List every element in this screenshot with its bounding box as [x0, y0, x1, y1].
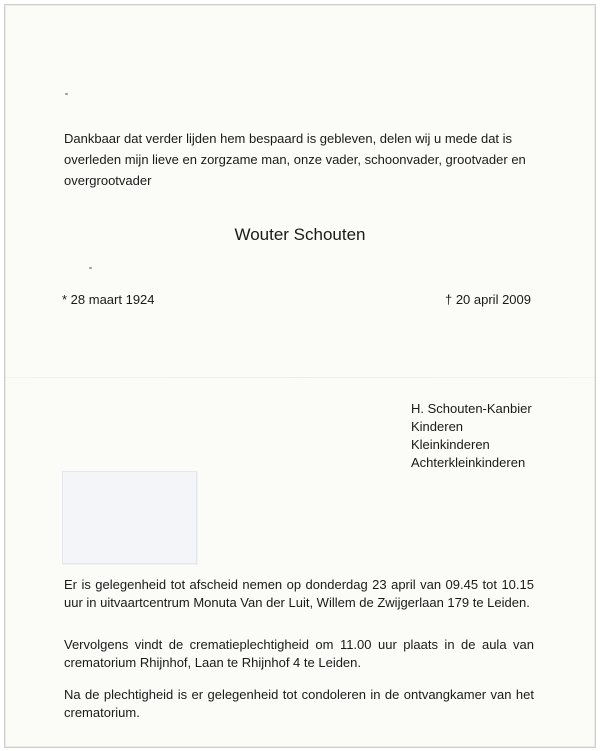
signer-great-grandchildren: Achterkleinkinderen	[411, 455, 526, 470]
birth-date: * 28 maart 1924	[62, 292, 155, 307]
deceased-name: Wouter Schouten	[234, 225, 366, 244]
paper-speck	[65, 93, 68, 95]
death-date: † 20 april 2009	[444, 292, 531, 307]
redacted-address-label	[62, 471, 197, 564]
signer-grandchildren: Kleinkinderen	[411, 437, 490, 452]
cremation-paragraph: Vervolgens vindt de crematieplechtigheid om 11.00 uur plaats in de aula van crematorium Rhijnhof, Laan te Rhijnhof 4 te Leiden.	[64, 637, 534, 670]
paper-speck	[89, 267, 92, 269]
signer-spouse: H. Schouten-Kanbier	[411, 401, 532, 416]
signer-children: Kinderen	[411, 419, 464, 434]
intro-text: Dankbaar dat verder lijden hem bespaard is gebleven, delen wij u mede dat is overleden mijn lieve en zorgzame man, onze vader, schoonvader, grootvader en overgrootvader	[64, 131, 526, 188]
farewell-paragraph: Er is gelegenheid tot afscheid nemen op donderdag 23 april van 09.45 tot 10.15 uur in uitvaartcentrum Monuta Van der Luit, Willem de Zwijgerlaan 179 te Leiden.	[64, 577, 534, 610]
paper-fold-line	[5, 377, 595, 378]
condolence-paragraph: Na de plechtigheid is er gelegenheid tot condoleren in de ontvangkamer van het crematorium.	[64, 687, 534, 720]
signers-list	[411, 400, 532, 472]
